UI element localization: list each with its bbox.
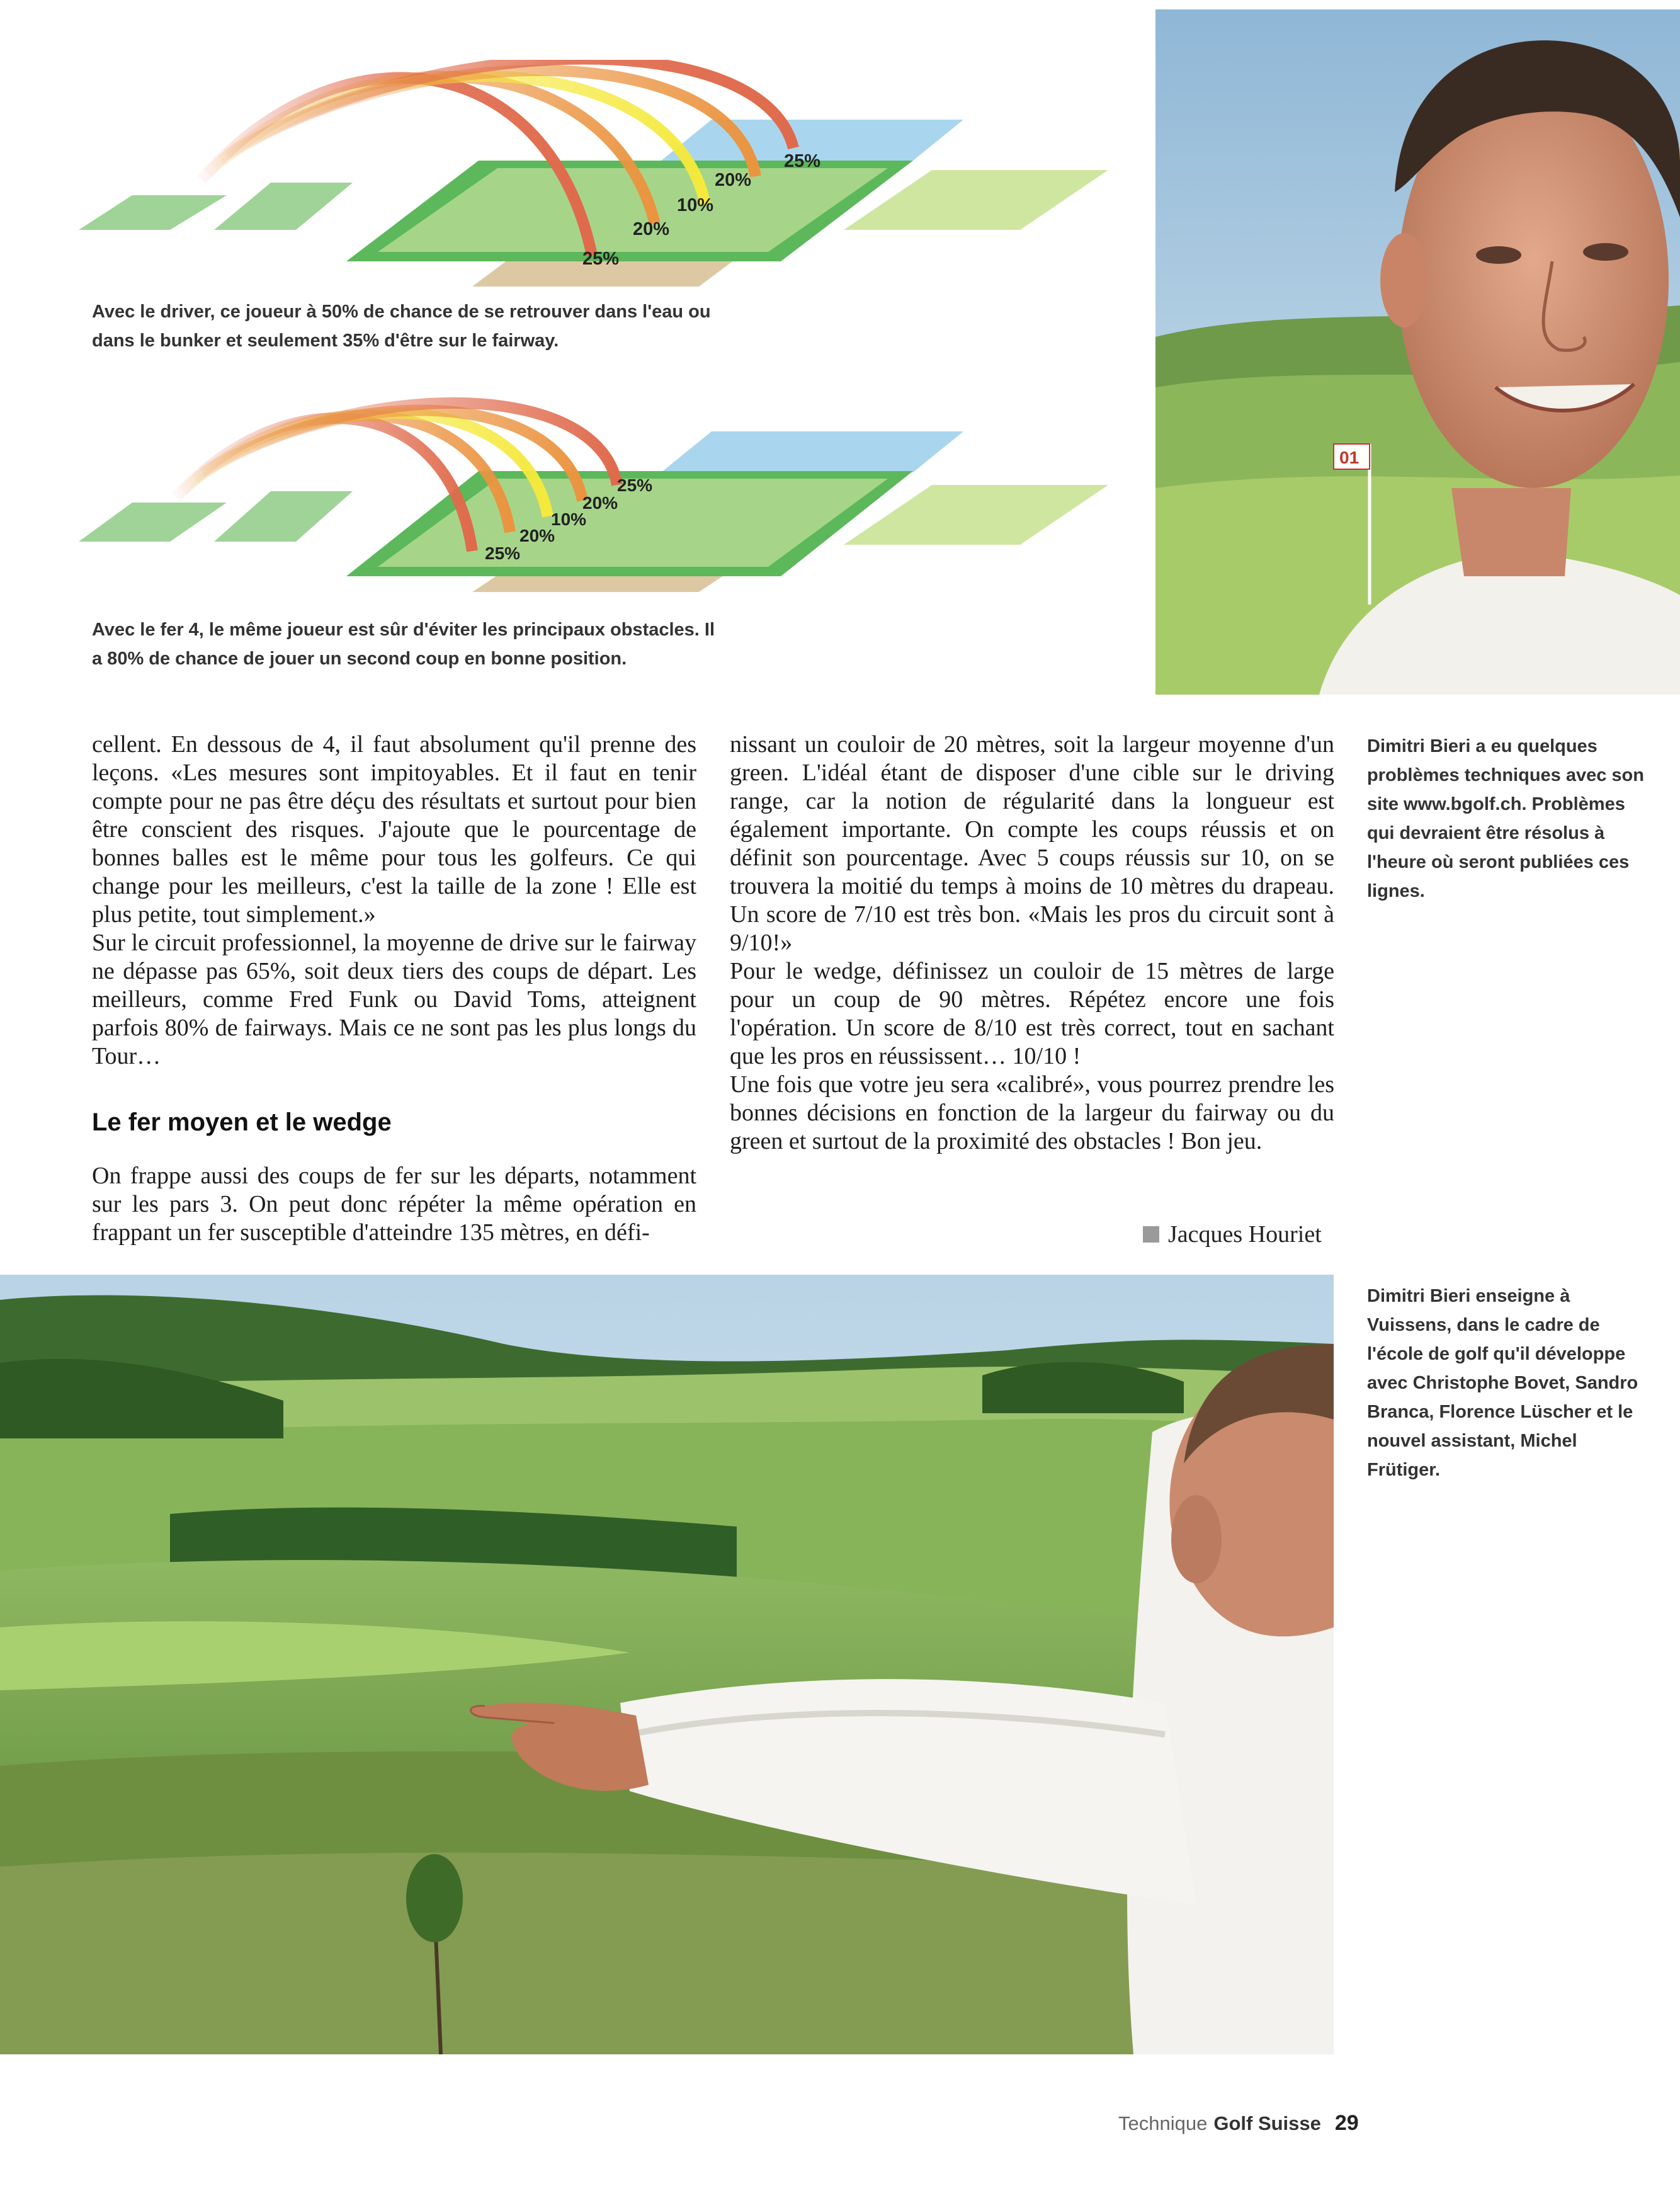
article-column-2 — [730, 731, 1334, 1156]
iron-diagram-svg — [69, 390, 1121, 592]
flag-number: 01 — [1339, 448, 1359, 467]
label-lower: 20% — [519, 526, 555, 545]
article-column-1 — [92, 731, 696, 1247]
landscape-caption: Dimitri Bieri enseigne à Vuissens, dans le cadre de l'école de golf qu'il développe avec Christophe Bovet, Sandro Branca, Florence Lüscher et le nouvel assistant, Michel Frütiger. — [1367, 1286, 1638, 1480]
water-hazard — [661, 431, 963, 472]
label-top: 25% — [617, 475, 653, 495]
label-bunker: 25% — [582, 249, 620, 269]
label-upper: 20% — [582, 493, 618, 513]
portrait-caption: Dimitri Bieri a eu quelques problèmes techniques avec son site www.bgolf.ch. Problèmes qui devraient être résolus à l'heure où seront publiées ces lignes. — [1367, 736, 1644, 901]
col1-paragraph-1: cellent. En dessous de 4, il faut absolument qu'il prenne des leçons. «Les mesures sont impitoyables. Et il faut en tenir compte pour ne pas être déçu des résultats et surtout pour bien être conscient des risques. J'ajoute que le pourcentage de bonnes balles est le même pour tous les golfeurs. Ce qui change pour les meilleurs, c'est la taille de la zone ! Elle est plus petite, tout simplement.» — [92, 731, 696, 928]
driver-diagram-svg — [69, 60, 1121, 293]
driver-diagram-caption: Avec le driver, ce joueur à 50% de chance de se retrouver dans l'eau ou dans le bunker et seulement 35% d'être sur le fairway. — [92, 302, 711, 351]
rough-left-1 — [79, 195, 227, 230]
rough-left-2 — [214, 183, 353, 230]
footer-section: Technique — [1118, 2112, 1208, 2134]
label-center: 10% — [677, 195, 714, 215]
col2-paragraph-3: Une fois que votre jeu sera «calibré», vous pourrez prendre les bonnes décisions en fonction de la largeur du fairway ou du green et surtout de la proximité des obstacles ! Bon jeu. — [730, 1071, 1334, 1154]
page-footer — [1118, 2111, 1359, 2149]
landscape-photo — [0, 1275, 1334, 2054]
rough-left-2 — [214, 491, 353, 542]
footer-page-number: 29 — [1334, 2111, 1359, 2135]
iron-dispersion-diagram — [69, 390, 1121, 592]
driver-dispersion-diagram — [69, 60, 1121, 293]
label-fairway-bottom: 20% — [633, 219, 670, 239]
rough-left-1 — [79, 503, 227, 542]
label-fairway-top: 20% — [715, 170, 752, 190]
portrait-photo — [1155, 9, 1680, 695]
label-water: 25% — [784, 151, 821, 171]
label-center: 10% — [551, 509, 587, 529]
col2-paragraph-1: nissant un couloir de 20 mètres, soit la largeur moyenne d'un green. L'idéal étant de disposer d'une cible sur le driving range, car la notion de régularité dans la longueur est également importante. On compte les coups réussis et on définit son pourcentage. Avec 5 coups réussis sur 10, on se trouvera la moitié du temps à moins de 10 mètres du drapeau. Un score de 7/10 est très bon. «Mais les pros du circuit sont à 9/10!» — [730, 731, 1334, 956]
iron-diagram-caption: Avec le fer 4, le même joueur est sûr d'éviter les principaux obstacles. Il a 80% de chance de jouer un second coup en bonne position. — [92, 620, 715, 669]
footer-magazine: Golf Suisse — [1213, 2112, 1321, 2134]
col1-paragraph-3: On frappe aussi des coups de fer sur les départs, notamment sur les pars 3. On peut donc répéter la même opération en frappant un fer susceptible d'atteindre 135 mètres, en défi- — [92, 1163, 696, 1246]
author-signature — [1143, 1220, 1322, 1249]
author-name: Jacques Houriet — [1168, 1221, 1322, 1248]
author-square-icon — [1143, 1226, 1159, 1243]
col2-paragraph-2: Pour le wedge, définissez un couloir de 15 mètres de large pour un coup de 90 mètres. Répétez encore une fois l'opération. Un score de 8/10 est très correct, tout en sachant que les pros en réussissent… 10/10 ! — [730, 958, 1334, 1069]
portrait-illustration — [1155, 9, 1680, 695]
label-bottom: 25% — [485, 543, 521, 563]
landscape-illustration — [0, 1275, 1334, 2054]
section-heading: Le fer moyen et le wedge — [92, 1108, 392, 1136]
col1-paragraph-2: Sur le circuit professionnel, la moyenne de drive sur le fairway ne dépasse pas 65%, soit deux tiers des coups de départ. Les meilleurs, comme Fred Funk ou David Toms, atteignent parfois 80% de fairways. Mais ce ne sont pas les plus longs du Tour… — [92, 930, 696, 1069]
